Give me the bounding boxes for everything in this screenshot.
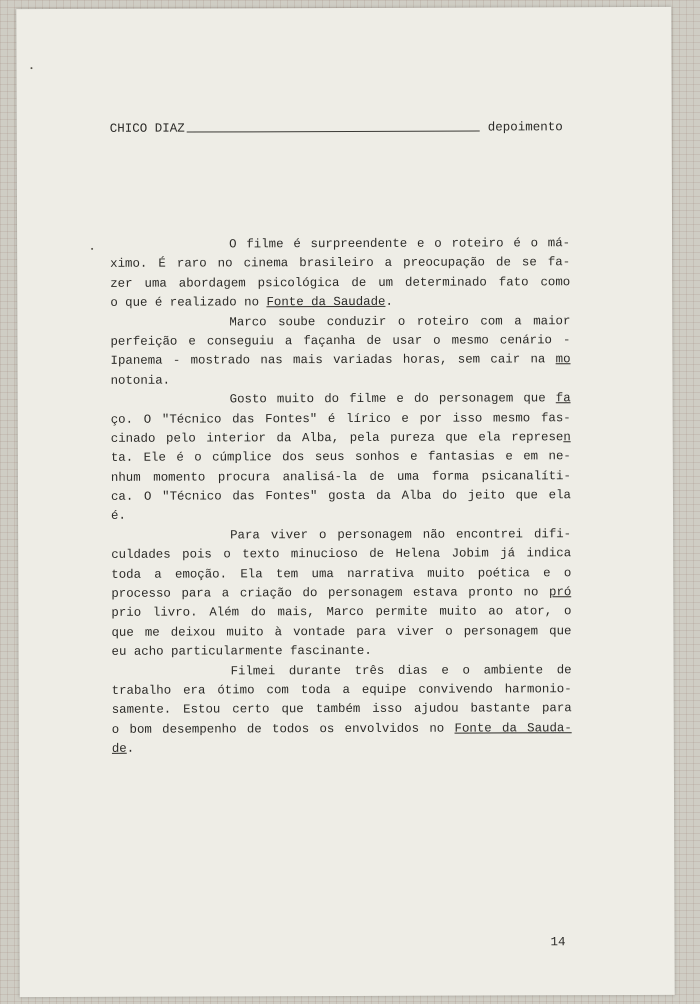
text-line [111,622,571,643]
text-line [111,641,571,662]
paragraph [111,525,571,662]
line-text: Gosto muito do filme e do personagem que [229,391,556,407]
line-text: Ipanema - mostrado nas mais variadas horas, sem cair na [110,352,556,369]
text-line [112,700,572,721]
underlined-text: Fonte da Saudade [266,295,386,310]
line-text: perfeição e conseguiu a façanha de usar o mesmo cenário - [110,333,571,349]
text-line [111,389,571,410]
text-line [111,486,571,507]
text-line [111,370,571,391]
paper-speck [91,248,93,250]
line-text: zer uma abordagem psicológica de um determinado fato como [110,274,571,291]
text-line [111,564,571,585]
paragraph [112,661,572,760]
line-text: O filme é surpreendente e o roteiro é o má- [229,236,571,252]
text-line [110,312,570,333]
underlined-text: pró [548,585,572,600]
line-text: prio livro. Além do mais, Marco permite muito ao ator, o [111,604,572,621]
underlined-text: n [563,430,571,445]
text-line [112,680,572,701]
text-line [111,506,571,527]
text-line [111,544,571,565]
line-text: que me deixou muito à vontade para viver o personagem que [111,624,572,640]
page-number: 14 [550,935,566,950]
text-line [112,719,572,740]
paragraph [110,234,570,313]
text-line [110,351,570,372]
line-text: notonia. [110,373,171,388]
text-line [111,428,571,449]
line-text: toda a emoção. Ela tem uma narrativa muito poética e o [111,565,572,582]
line-text: o que é realizado no [110,295,267,310]
line-text: o bom desempenho de todos os envolvidos no [111,721,455,737]
line-text: nhum momento procura analisá-la de uma forma psicanalíti- [110,468,571,485]
paper-speck [30,67,32,69]
line-text: culdades pois o texto minucioso de Helena Jobim já indica [111,546,572,563]
header-rule [187,131,480,133]
author-name: CHICO DIAZ [109,121,185,136]
paragraph [110,312,570,391]
line-text: . [385,295,393,310]
testimony-text [110,234,572,759]
line-text: Filmei durante três dias e o ambiente de [230,662,572,678]
text-line [111,467,571,488]
document-kind: depoimento [487,120,563,135]
text-line [110,292,570,313]
line-text: trabalho era ótimo com toda a equipe convivendo harmonio- [111,682,572,698]
underlined-text: Fonte da Sauda- [454,720,572,736]
paragraph [111,389,571,526]
text-line [111,525,571,546]
text-line [111,603,571,624]
line-text: é. [111,509,126,524]
line-text: processo para a criação do personagem estava pronto no [111,585,550,601]
text-line [110,331,570,352]
text-line [110,273,570,294]
text-line [112,661,572,682]
text-line [112,738,572,759]
text-line [110,234,570,255]
typewritten-page [16,7,674,997]
line-text: cinado pelo interior da Alba, pela pureza que ela represe [110,430,564,446]
line-text: ximo. É raro no cinema brasileiro a preocupação de se fa- [110,255,571,272]
text-line [110,254,570,275]
header [110,120,563,136]
underlined-text: de [111,741,127,756]
underlined-text: mo [555,352,571,367]
line-text: ca. O "Técnico das Fontes" gosta da Alba do jeito que ela [110,488,572,504]
line-text: . [126,741,135,756]
underlined-text: fa [555,391,571,406]
text-line [111,409,571,430]
line-text: samente. Estou certo que também isso ajudou bastante para [111,701,572,718]
line-text: Para viver o personagem não encontrei difi- [230,527,572,543]
text-line [111,448,571,469]
line-text: Marco soube conduzir o roteiro com a maior [229,313,571,329]
line-text: eu acho particularmente fascinante. [111,644,372,660]
line-text: ta. Ele é o cúmplice dos seus sonhos e fantasias e em ne- [110,449,571,466]
line-text: ço. O "Técnico das Fontes" é lírico e por isso mesmo fas- [110,410,571,427]
text-line [111,583,571,604]
